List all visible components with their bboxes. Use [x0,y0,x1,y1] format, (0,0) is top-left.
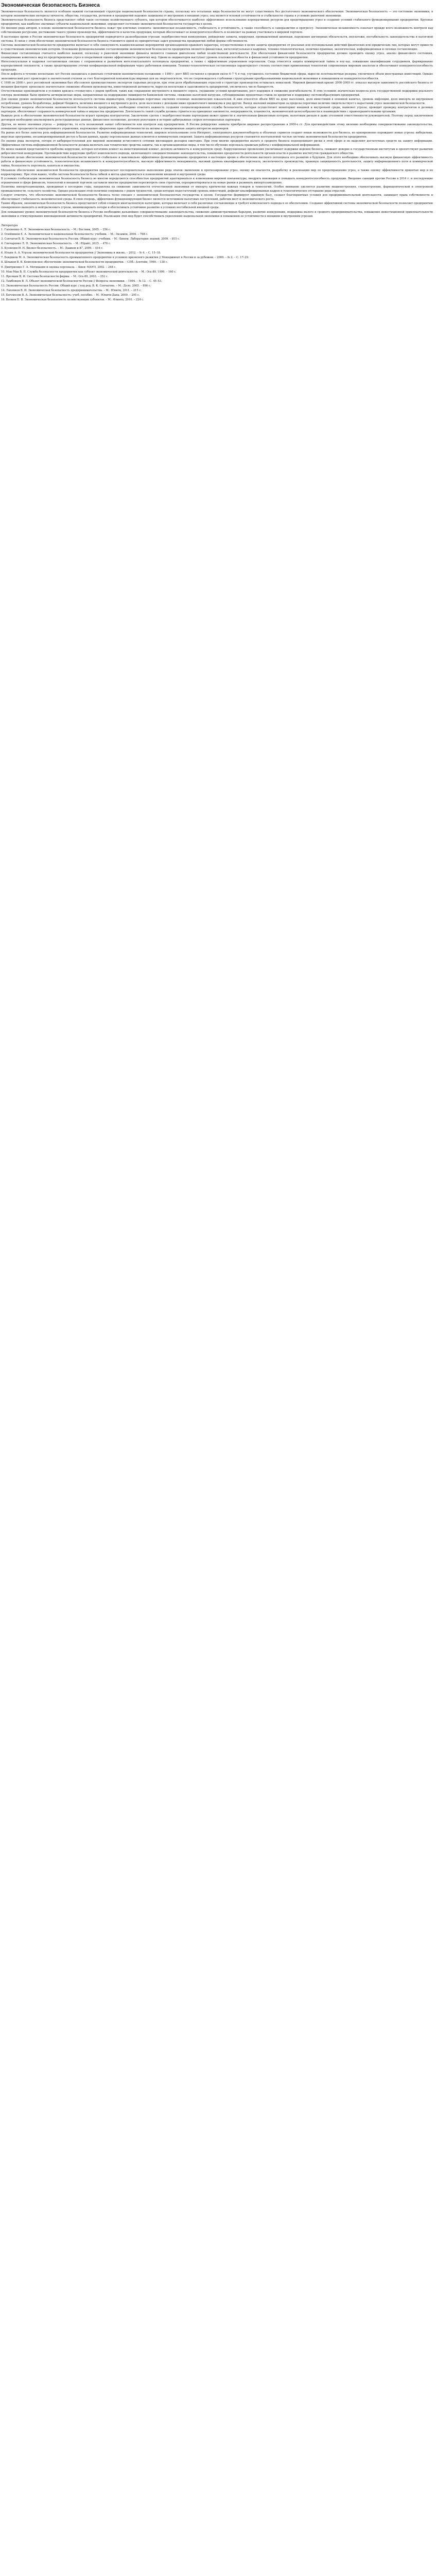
body-paragraph: В условиях глобализации экономическая безопасность бизнеса во многом определяется способностью предприятий адаптироваться к изменениям мировой конъюнктуры, внедрять инновации и повышать конкурентоспособность продукции. Введение санкций против России в 2014 г. и последующие ограничения в сфере финансов, технологий и внешней торговли заставили многие предприятия пересмотреть свои стратегии, переориентироваться на новые рынки и развивать импортозамещение. [1,177,433,184]
body-paragraph: Финансовая составляющая считается наиболее важной, поскольку в рыночной экономике финансы являются главным двигателем любой хозяйственной деятельности. Для обеспечения финансовой безопасности предприятие должно проводить оценку угроз, анализ финансового состояния, планирование комплекса мер по предотвращению угроз и оперативной оценке эффективности принятых мер. Одним из индикаторов выступает уровень платежеспособности и финансовой устойчивости предприятия. [1,52,433,60]
reference-item: 2. Олейников Е. А. Экономическая и национальная безопасность: учебник. – М.: Экзамен, 2004. – 768 с. [1,232,148,236]
body-paragraph: Политика импортозамещения, проводимая в последние годы, направлена на снижение зависимости отечественной экономики от импорта критически важных товаров и технологий. Особое внимание уделяется развитию машиностроения, станкостроения, фармацевтической и электронной промышленности, сельского хозяйства. Однако реализация этой политики сопряжена с рядом трудностей, среди которых недостаточный уровень инвестиций, дефицит квалифицированных кадров и технологическое отставание ряда отраслей. [1,185,433,193]
body-paragraph: Другая, не менее значимая угроза — рейдерство, то есть незаконный захват собственности или контроля над предприятием. В России рейдерские захваты приобрели широкое распространение в 2000-х гг. Для противодействия этому явлению необходимы совершенствование законодательства, повышение прозрачности корпоративного управления, надлежащее оформление прав собственности на активы и своевременная защита интересов акционеров. [1,123,433,130]
references-heading: Литература [1,224,18,227]
reference-item: 13. Экономическая безопасность России: Общий курс / под ред. В. К. Сенчагова. – М.: Дело, 2005. – 896 с. [1,284,151,287]
reference-item: 16. Волков Н. В. Экономическая безопасность хозяйствующих субъектов. – М.: Флинта, 2010. – 224 с. [1,298,144,302]
reference-item: 5. Кузнецов И. Н. Бизнес-безопасность. – М.: Дашков и К°, 2009. – 416 с. [1,247,103,250]
reference-item: 7. Бендиков М. А. Экономическая безопасность промышленного предприятия в условиях кризисного развития // Менеджмент в России и за рубежом. – 2000. – № 2. – С. 17–29. [1,256,249,260]
body-paragraph: Рассматривая вопросы обеспечения экономической безопасности предприятия, необходимо отметить важность создания специализированной службы безопасности, которая осуществляет мониторинг внешней и внутренней среды, выявляет угрозы, проводит проверку контрагентов и деловых партнеров, обеспечивает сохранность коммерческой тайны и имущества предприятия. Деятельность такой службы должна строиться на принципах законности, непрерывности, плановости, экономической целесообразности и взаимодействия с правоохранительными органами. [1,106,433,114]
body-paragraph: Основной целью обеспечения экономической безопасности является стабильное и максимально эффективное функционирование предприятия в настоящее время и обеспечение высокого потенциала его развития в будущем. Для этого необходимо обеспечивать высокую финансовую эффективность работы и финансовую устойчивость, технологическую независимость и конкурентоспособность, высокую эффективность менеджмента, высокий уровень квалификации персонала, экологичность производства, правовую защищенность деятельности, защиту информационного поля и коммерческой тайны, безопасность персонала, капитала и имущества. [1,156,433,168]
body-paragraph: Экономическая безопасность является особенно важной составляющей структуры национальной безопасности страны, поскольку все остальные виды безопасности не могут существовать без достаточного экономического обеспечения. Экономическая безопасность — это состояние экономики, в котором экономические интересы личности, общества, государства, регионов и предприятий надежно защищены от внутренних и внешних угроз; она является основой устойчивости и стабильности страны в условиях рыночной экономики. [1,10,433,18]
body-paragraph: По мнению ряда авторов, в основе экономической безопасности бизнеса лежат три ключевых элемента: экономическая независимость, стабильность и устойчивость, а также способность к саморазвитию и прогрессу. Экономическая независимость означает прежде всего возможность контроля над собственными ресурсами, достижение такого уровня производства, эффективности и качества продукции, который обеспечивает ее конкурентоспособность и позволяет на равных участвовать в мировой торговле. [1,27,433,35]
body-paragraph: С 1998 по 2008 г. рост российской экономики был обусловлен преимущественно экспортом сырьевых ресурсов, при этом доля обрабатывающих отраслей в структуре производства оставалась невысокой. Мировой финансовый кризис 2008–2009 гг. показал высокую зависимость российского бизнеса от внешних факторов: произошло значительное снижение объемов производства, инвестиционной активности, выросли неплатежи и задолженность предприятий, увеличилось число банкротств. [1,81,433,89]
body-paragraph: Следует отметить, что обеспечение экономической безопасности бизнеса тесно связано с экономической безопасностью государства в целом. Государство формирует правовую базу, создает благоприятные условия для предпринимательской деятельности, защищает права собственности и обеспечивает стабильность экономической среды. В свою очередь, эффективно функционирующий бизнес является источником налоговых поступлений, рабочих мест и экономического роста. [1,194,433,201]
reference-item: 4. Гончаренко Л. П. Экономическая безопасность. – М.: Юрайт, 2015. – 478 с. [1,242,111,246]
body-paragraph: Для повышения уровня экономической безопасности бизнеса в России необходимо дальнейшее совершенствование законодательства, снижение административных барьеров, развитие конкуренции, поддержка малого и среднего предпринимательства, повышение инвестиционной привлекательности экономики и стимулирование инновационной активности предприятий. Реализация этих мер будет способствовать укреплению национальной экономики и повышению ее устойчивости к внешним и внутренним угрозам. [1,210,433,218]
reference-item: 9. Дмитриенко Г. А. Мотивация и оценка персонала. – Киев: МАУП, 2002. – 248 с. [1,265,116,269]
body-paragraph: Не менее важной представляется проблема коррупции, которая негативно влияет на инвестиционный климат, деловую активность и конкурентную среду. Коррупционные проявления увеличивают издержки ведения бизнеса, снижают доверие к государственным институтам и препятствуют развитию добросовестной конкуренции. Противодействие коррупции требует комплексного подхода, включающего совершенствование законодательства, повышение прозрачности деятельности органов власти и развитие институтов гражданского общества. [1,148,433,156]
reference-item: 6. Ильин А. А. Угрозы экономической безопасности предприятия // Экономика и жизнь. – 2012. – № 4. – С. 15–18. [1,251,161,255]
body-paragraph: Отечественные производители в условиях кризиса столкнулись с рядом проблем, таких как сокращение внутреннего и внешнего спроса, ухудшение условий кредитования, рост издержек и снижение рентабельности. В этих условиях значительно возросла роль государственной поддержки реального сектора экономики: были приняты антикризисные меры, направленные на поддержание ликвидности банковской системы, снижение налоговой нагрузки, субсидирование процентных ставок по кредитам и поддержку системообразующих предприятий. [1,89,433,97]
body-paragraph: Для оценки уровня экономической безопасности используется система индикаторов, отражающих пороговые значения основных экономических показателей. К ним относятся объем ВВП на душу населения, доля инвестиций в основной капитал, уровень инфляции, доля импорта во внутреннем потреблении, уровень безработицы, дефицит бюджета, величина внешнего и внутреннего долга, доля населения с доходами ниже прожиточного минимума и ряд других. Выход значений индикаторов за пределы пороговых величин свидетельствует о нарастании угроз экономической безопасности. [1,97,433,106]
document-body [1,10,433,218]
body-paragraph: Таким образом, экономическая безопасность бизнеса представляет собой сложную многоаспектную категорию, которая включает в себя различные составляющие и требует комплексного подхода к ее обеспечению. Создание эффективной системы экономической безопасности позволяет предприятию своевременно выявлять и нейтрализовать угрозы, минимизировать потери и обеспечивать устойчивое развитие в условиях нестабильной внешней среды. [1,202,433,210]
body-paragraph: На рынке все более заметна роль информационной безопасности. Развитие информационных технологий, широкое использование сети Интернет, электронного документооборота и облачных сервисов создают новые возможности для бизнеса, но одновременно порождают новые угрозы: кибератаки, вирусные программы, несанкционированный доступ к базам данных, кражу персональных данных клиентов и коммерческих сведений. Защита информационных ресурсов становится неотъемлемой частью системы экономической безопасности предприятия. [1,131,433,139]
body-paragraph: По оценке ряда экспертов, потери от киберпреступлений для мировой экономики исчисляются сотнями миллиардов долларов ежегодно. При этом многие предприятия малого и среднего бизнеса недооценивают риски в этой сфере и не выделяют достаточных средств на защиту информации. Эффективная система информационной безопасности должна включать как технические средства защиты, так и организационные меры, в том числе обучение персонала правилам работы с конфиденциальной информацией. [1,139,433,147]
body-paragraph: Интеллектуальная и кадровая составляющая связана с сохранением и развитием интеллектуального потенциала предприятия, а также с эффективным управлением персоналом. Сюда относятся защита коммерческой тайны и ноу-хау, повышение квалификации сотрудников, формирование корпоративной лояльности, а также предотвращение утечки конфиденциальной информации через работников компании. Технико-технологическая составляющая характеризует степень соответствия применяемых технологий современным мировым аналогам и обеспечивает конкурентоспособность продукции. [1,60,433,72]
body-paragraph: Экономическая безопасность бизнеса представляет собой такое состояние хозяйствующего субъекта, при котором обеспечивается наиболее эффективное использование корпоративных ресурсов для предотвращения угроз и создания условий стабильного функционирования предприятия. Крупные предприятия, как наиболее значимые субъекты национальной экономики, определяют состояние экономической безопасности государства в целом. [1,19,433,26]
reference-item: 3. Сенчагов В. К. Экономическая безопасность России. Общий курс: учебник. – М.: Бином. Лаборатория знаний, 2009. – 815 с. [1,237,180,241]
references-list [1,228,433,302]
page-title: Экономическая безопасность Бизнеса [1,3,100,8]
reference-item: 10. Мак-Мак В. П. Служба безопасности предприятия как субъект экономической деятельности. – М.: Ось-89, 1999. – 160 с. [1,270,177,274]
reference-item: 12. Тамбовцев В. Л. Объект экономической безопасности России // Вопросы экономики. – 1994. – № 12. – С. 45–53. [1,279,162,283]
reference-item: 8. Шлыков В. В. Комплексное обеспечение экономической безопасности предприятия. – СПб.: Алетейя, 1999. – 138 с. [1,261,168,264]
body-paragraph: После дефолта в течение нескольких лет Россия находилась в довольно устойчивом экономическом положении: с 1999 г. рост ВВП составлял в среднем около 6–7 % в год, улучшилось состояние бюджетной сферы, выросли золотовалютные резервы, увеличился объем иностранных инвестиций. Однако экономический рост происходил в значительной степени за счет благоприятной конъюнктуры мировых цен на энергоносители, что не сопровождалось глубокими структурными преобразованиями национальной экономики и повышением ее конкурентоспособности. [1,73,433,80]
body-paragraph: Механизм обеспечения экономической безопасности предприятия предполагает последовательное выполнение ряда этапов: выявление и прогнозирование угроз, оценку их опасности, разработку и реализацию мер по предотвращению угроз, а также оценку эффективности принятых мер и их корректировку. При этом важно, чтобы система безопасности была гибкой и могла адаптироваться к изменениям внешней и внутренней среды. [1,168,433,176]
reference-item: 15. Богомолов В. А. Экономическая безопасность: учеб. пособие. – М.: Юнити-Дана, 2009. – 295 с. [1,294,140,297]
body-paragraph: Система экономической безопасности предприятия включает в себя совокупность взаимосвязанных мероприятий организационно-правового характера, осуществляемых в целях защиты предприятия от реальных или потенциальных действий физических или юридических лиц, которые могут привести к существенным экономическим потерям. Основными функциональными составляющими экономической безопасности предприятия являются финансовая, интеллектуальная и кадровая, технико-технологическая, политико-правовая, экологическая, информационная и силовая составляющие. [1,43,433,51]
reference-item: 1. Гапоненко А. Л. Экономическая безопасность. – М.: Вестник, 2005. – 256 с. [1,228,111,231]
body-paragraph: Важную роль в обеспечении экономической безопасности играет проверка контрагентов. Заключение сделок с недобросовестными партнерами может привести к значительным финансовым потерям, налоговым рискам и даже уголовной ответственности руководителей. Поэтому перед заключением договоров необходимо анализировать регистрационные данные, финансовое положение, деловую репутацию и историю арбитражных споров потенциальных партнеров. [1,114,433,122]
body-paragraph: В настоящее время в России экономическая безопасность предприятий подвергается разнообразным угрозам: недобросовестная конкуренция, рейдерские захваты, коррупция, промышленный шпионаж, нарушение договорных обязательств, неплатежи, нестабильность законодательства и налоговой системы. В связи с этим обеспечение экономической безопасности бизнеса становится одной из приоритетных задач руководства предприятий любой формы собственности. [1,35,433,43]
reference-item: 11. Ярочкин В. И. Система безопасности фирмы. – М.: Ось-89, 2003. – 352 с. [1,275,109,278]
document-page [0,0,434,307]
reference-item: 14. Лапенков В. И. Экономическая безопасность предпринимательства. – М.: Юнити, 2011. – 215 с. [1,289,142,292]
